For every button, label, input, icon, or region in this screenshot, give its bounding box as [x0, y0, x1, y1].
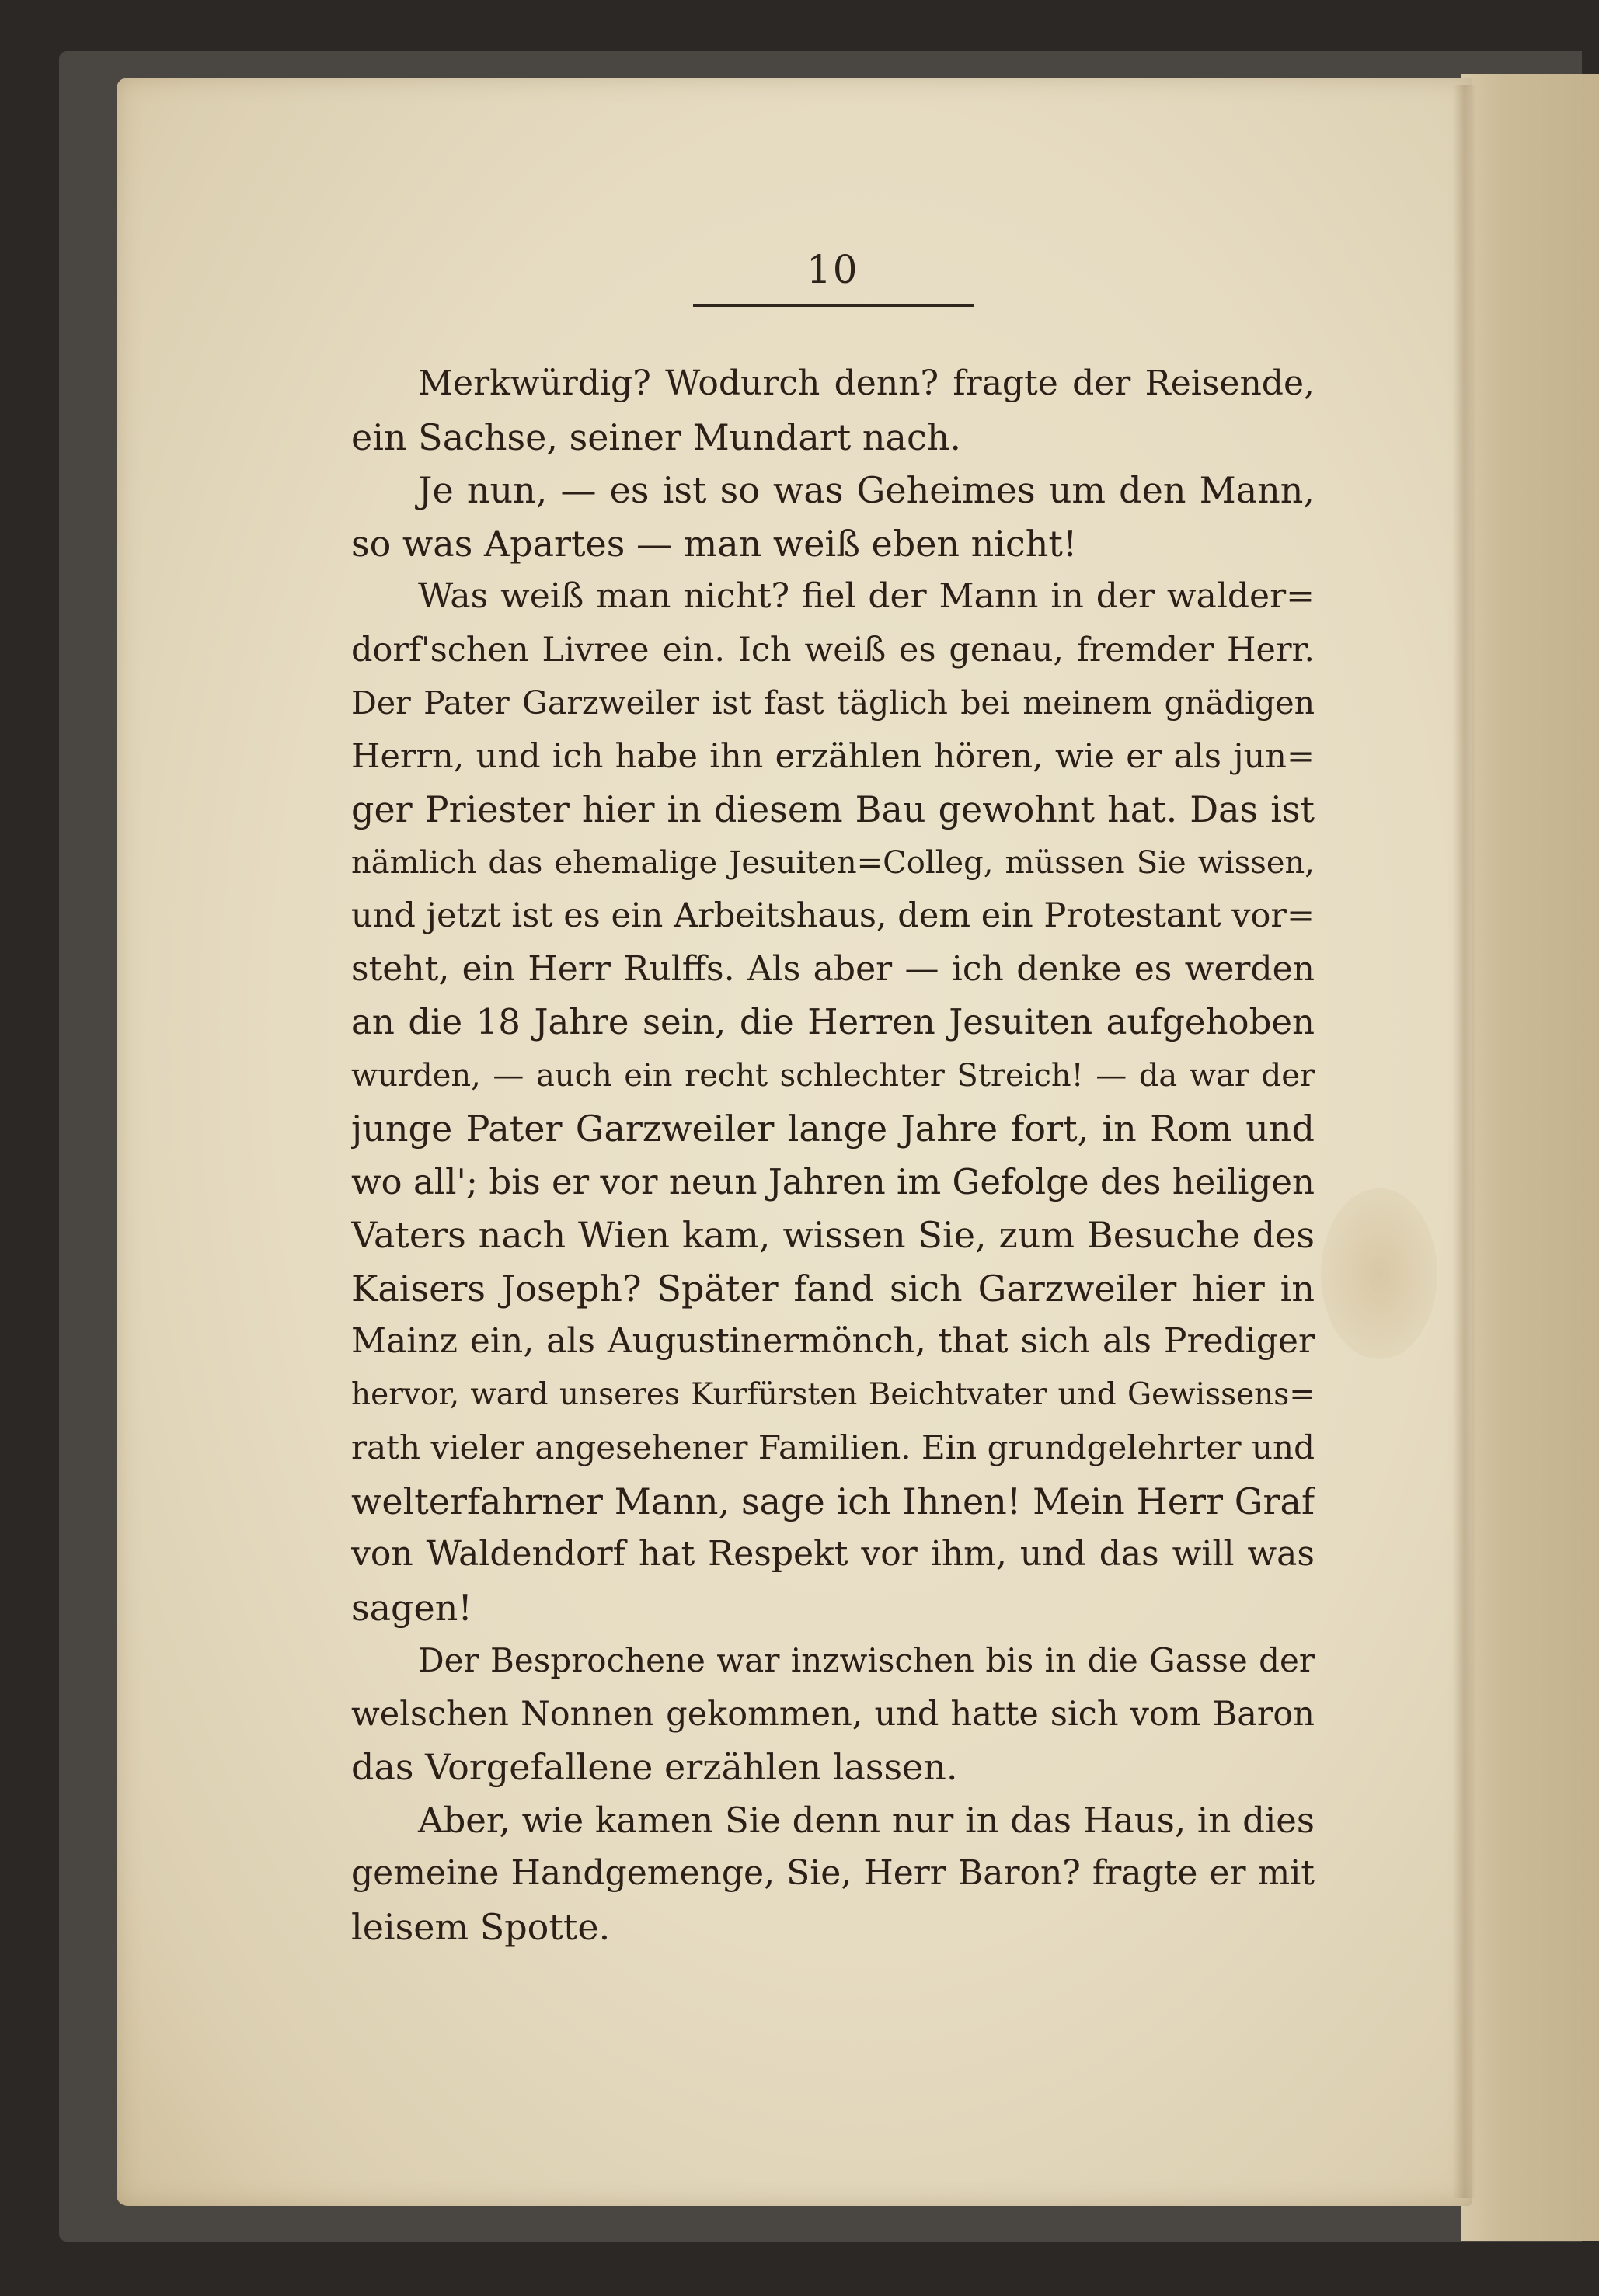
- text-line: Der Pater Garzweiler ist fast täglich bei meinem gnädigen: [351, 684, 1315, 722]
- text-line: so was Apartes — man weiß eben nicht!: [351, 522, 1078, 565]
- text-line: dorf'schen Livree ein. Ich weiß es genau, fremder Herr.: [351, 630, 1315, 670]
- text-line: an die 18 Jahre sein, die Herren Jesuiten aufgehoben: [351, 1001, 1315, 1042]
- text-line: Mainz ein, als Augustinermönch, that sich als Prediger: [351, 1321, 1315, 1361]
- text-line: ein Sachse, seiner Mundart nach.: [351, 416, 961, 458]
- text-line: ger Priester hier in diesem Bau gewohnt hat. Das ist: [351, 788, 1315, 830]
- text-line: leisem Spotte.: [351, 1905, 611, 1948]
- body-text: [351, 357, 1315, 1953]
- text-line: und jetzt ist es ein Arbeitshaus, dem ein Protestant vor=: [351, 896, 1315, 935]
- header-rule: [693, 304, 974, 307]
- text-line: Vaters nach Wien kam, wissen Sie, zum Besuche des: [351, 1214, 1315, 1256]
- text-line: Der Besprochene war inzwischen bis in die Gasse der: [418, 1641, 1315, 1679]
- text-line: welterfahrner Mann, sage ich Ihnen! Mein Herr Graf: [351, 1480, 1315, 1522]
- text-line: steht, ein Herr Rulffs. Als aber — ich denke es werden: [351, 948, 1315, 989]
- text-line: welschen Nonnen gekommen, und hatte sich vom Baron: [351, 1694, 1315, 1734]
- text-line: Herrn, und ich habe ihn erzählen hören, wie er als jun=: [351, 736, 1315, 776]
- text-line: wo all'; bis er vor neun Jahren im Gefolge des heiligen: [351, 1160, 1315, 1202]
- text-line: junge Pater Garzweiler lange Jahre fort, in Rom und: [351, 1108, 1315, 1150]
- text-line: rath vieler angesehener Familien. Ein grundgelehrter und: [351, 1428, 1315, 1466]
- paper-stain: [1321, 1188, 1437, 1359]
- text-line: sagen!: [351, 1586, 472, 1629]
- page-number: 10: [806, 247, 859, 292]
- text-line: gemeine Handgemenge, Sie, Herr Baron? fragte er mit: [351, 1853, 1315, 1893]
- next-page-edge: [1461, 74, 1599, 2241]
- text-line: Je nun, — es ist so was Geheimes um den Mann,: [418, 469, 1315, 511]
- text-line: wurden, — auch ein recht schlechter Streich! — da war der: [351, 1057, 1315, 1094]
- text-line: Kaisers Joseph? Später fand sich Garzweiler hier in: [351, 1267, 1315, 1310]
- text-line: von Waldendorf hat Respekt vor ihm, und das will was: [351, 1534, 1315, 1574]
- text-line: Aber, wie kamen Sie denn nur in das Haus, in dies: [418, 1799, 1315, 1841]
- text-line: Merkwürdig? Wodurch denn? fragte der Reisende,: [418, 364, 1315, 403]
- text-line: Was weiß man nicht? fiel der Mann in der walder=: [418, 576, 1315, 616]
- text-line: das Vorgefallene erzählen lassen.: [351, 1746, 958, 1788]
- text-line: hervor, ward unseres Kurfürsten Beichtvater und Gewissens=: [351, 1376, 1315, 1412]
- text-line: nämlich das ehemalige Jesuiten=Colleg, müssen Sie wissen,: [351, 844, 1315, 881]
- page-fold-shadow: [1453, 85, 1476, 2198]
